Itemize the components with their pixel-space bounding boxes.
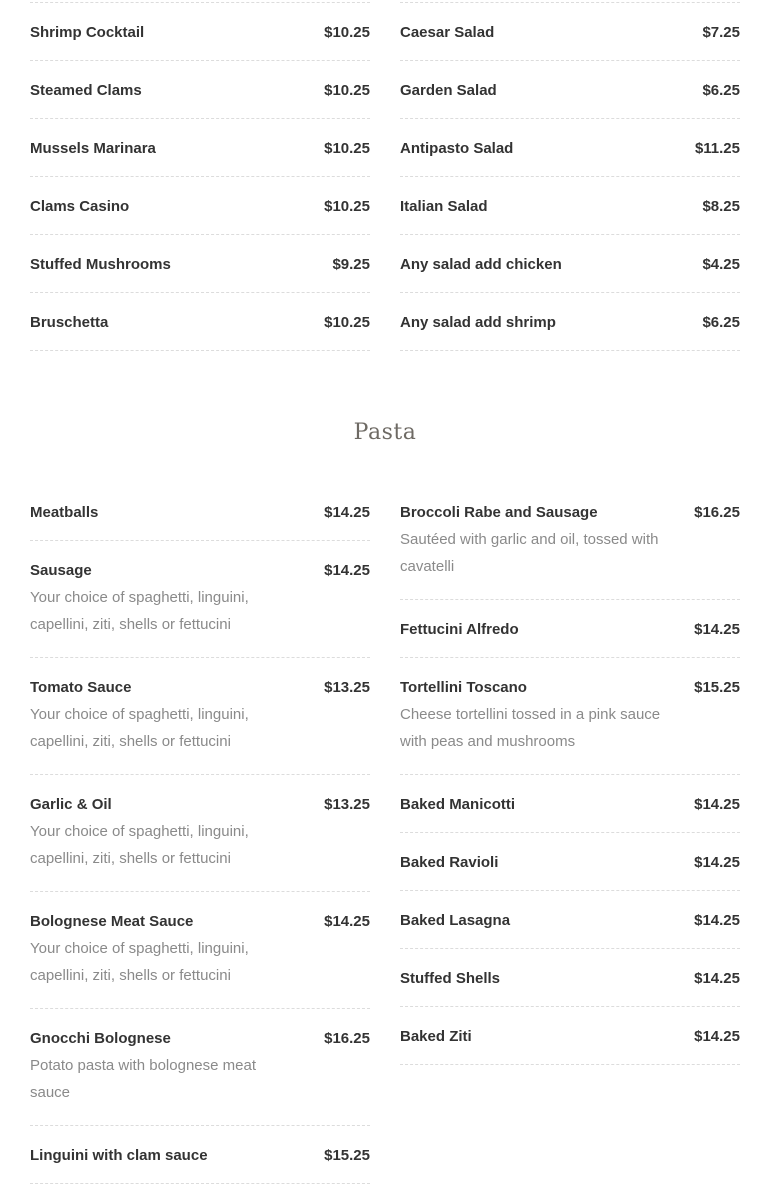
menu-item	[30, 119, 370, 177]
item-name: Fettucini Alfredo	[400, 621, 519, 638]
item-name: Garden Salad	[400, 82, 497, 99]
menu-item	[400, 1007, 740, 1065]
item-price: $14.25	[694, 912, 740, 929]
item-name: Bruschetta	[30, 314, 109, 331]
item-price: $6.25	[702, 314, 740, 331]
menu-item	[400, 235, 740, 293]
item-name: Stuffed Shells	[400, 970, 501, 987]
item-name: Sausage	[30, 562, 92, 579]
menu-item	[30, 483, 370, 541]
item-name: Caesar Salad	[400, 24, 495, 41]
item-price: $6.25	[702, 82, 740, 99]
item-description: Sautéed with garlic and oil, tossed with cavatelli	[400, 531, 659, 575]
menu-item	[30, 177, 370, 235]
pasta-list-left	[30, 483, 370, 1184]
item-description: Cheese tortellini tossed in a pink sauce with peas and mushrooms	[400, 706, 661, 750]
salads-list	[400, 3, 740, 351]
item-name: Meatballs	[30, 504, 99, 521]
item-name: Antipasto Salad	[400, 140, 514, 157]
pasta-list-right	[400, 483, 740, 1065]
item-price: $14.25	[324, 562, 370, 579]
item-price: $9.25	[332, 256, 370, 273]
item-price: $10.25	[324, 24, 370, 41]
item-price: $16.25	[324, 1030, 370, 1047]
item-price: $10.25	[324, 140, 370, 157]
menu-item	[400, 3, 740, 61]
item-description: Your choice of spaghetti, linguini, capellini, ziti, shells or fettucini	[30, 589, 249, 633]
item-name: Shrimp Cocktail	[30, 24, 145, 41]
menu-item	[30, 61, 370, 119]
menu-item	[30, 658, 370, 775]
item-name: Baked Manicotti	[400, 796, 516, 813]
item-name: Any salad add chicken	[400, 256, 562, 273]
item-name: Clams Casino	[30, 198, 130, 215]
item-name: Tomato Sauce	[30, 679, 132, 696]
item-price: $16.25	[694, 504, 740, 521]
appetizers-list	[30, 3, 370, 351]
item-price: $4.25	[702, 256, 740, 273]
item-name: Broccoli Rabe and Sausage	[400, 504, 598, 521]
item-name: Italian Salad	[400, 198, 488, 215]
menu-item	[30, 775, 370, 892]
menu-item	[400, 658, 740, 775]
menu-item	[400, 891, 740, 949]
item-price: $14.25	[324, 504, 370, 521]
item-price: $14.25	[694, 796, 740, 813]
menu-item	[30, 541, 370, 658]
item-price: $11.25	[694, 140, 740, 157]
menu-item	[400, 119, 740, 177]
item-price: $14.25	[694, 854, 740, 871]
item-price: $14.25	[694, 621, 740, 638]
item-description: Your choice of spaghetti, linguini, capellini, ziti, shells or fettucini	[30, 940, 249, 984]
item-name: Baked Ravioli	[400, 854, 499, 871]
menu-item	[30, 3, 370, 61]
item-price: $14.25	[694, 1028, 740, 1045]
item-price: $14.25	[324, 913, 370, 930]
menu-item	[30, 1126, 370, 1184]
menu-item	[400, 483, 740, 600]
item-name: Steamed Clams	[30, 82, 142, 99]
menu-item	[30, 1009, 370, 1126]
item-name: Baked Lasagna	[400, 912, 511, 929]
item-name: Linguini with clam sauce	[30, 1147, 208, 1164]
item-name: Stuffed Mushrooms	[30, 256, 171, 273]
item-price: $7.25	[702, 24, 740, 41]
item-name: Garlic & Oil	[30, 796, 112, 813]
item-price: $13.25	[324, 796, 370, 813]
item-description: Potato pasta with bolognese meat sauce	[30, 1057, 256, 1101]
menu-item	[400, 833, 740, 891]
item-price: $10.25	[324, 314, 370, 331]
item-price: $15.25	[324, 1147, 370, 1164]
item-description: Your choice of spaghetti, linguini, capellini, ziti, shells or fettucini	[30, 823, 249, 867]
menu-item	[30, 293, 370, 351]
item-name: Baked Ziti	[400, 1028, 472, 1045]
item-price: $8.25	[702, 198, 740, 215]
item-price: $13.25	[324, 679, 370, 696]
section-title-pasta: Pasta	[353, 420, 417, 445]
item-price: $10.25	[324, 198, 370, 215]
menu-item	[400, 177, 740, 235]
menu-item	[400, 293, 740, 351]
item-name: Any salad add shrimp	[400, 314, 556, 331]
item-name: Bolognese Meat Sauce	[30, 913, 194, 930]
item-price: $10.25	[324, 82, 370, 99]
menu-item	[30, 235, 370, 293]
item-description: Your choice of spaghetti, linguini, capellini, ziti, shells or fettucini	[30, 706, 249, 750]
menu-item	[400, 775, 740, 833]
menu-item	[400, 600, 740, 658]
menu-item	[400, 61, 740, 119]
item-price: $15.25	[694, 679, 740, 696]
item-name: Tortellini Toscano	[400, 679, 527, 696]
item-name: Gnocchi Bolognese	[30, 1030, 171, 1047]
menu-item	[400, 949, 740, 1007]
item-price: $14.25	[694, 970, 740, 987]
item-name: Mussels Marinara	[30, 140, 156, 157]
menu-item	[30, 892, 370, 1009]
